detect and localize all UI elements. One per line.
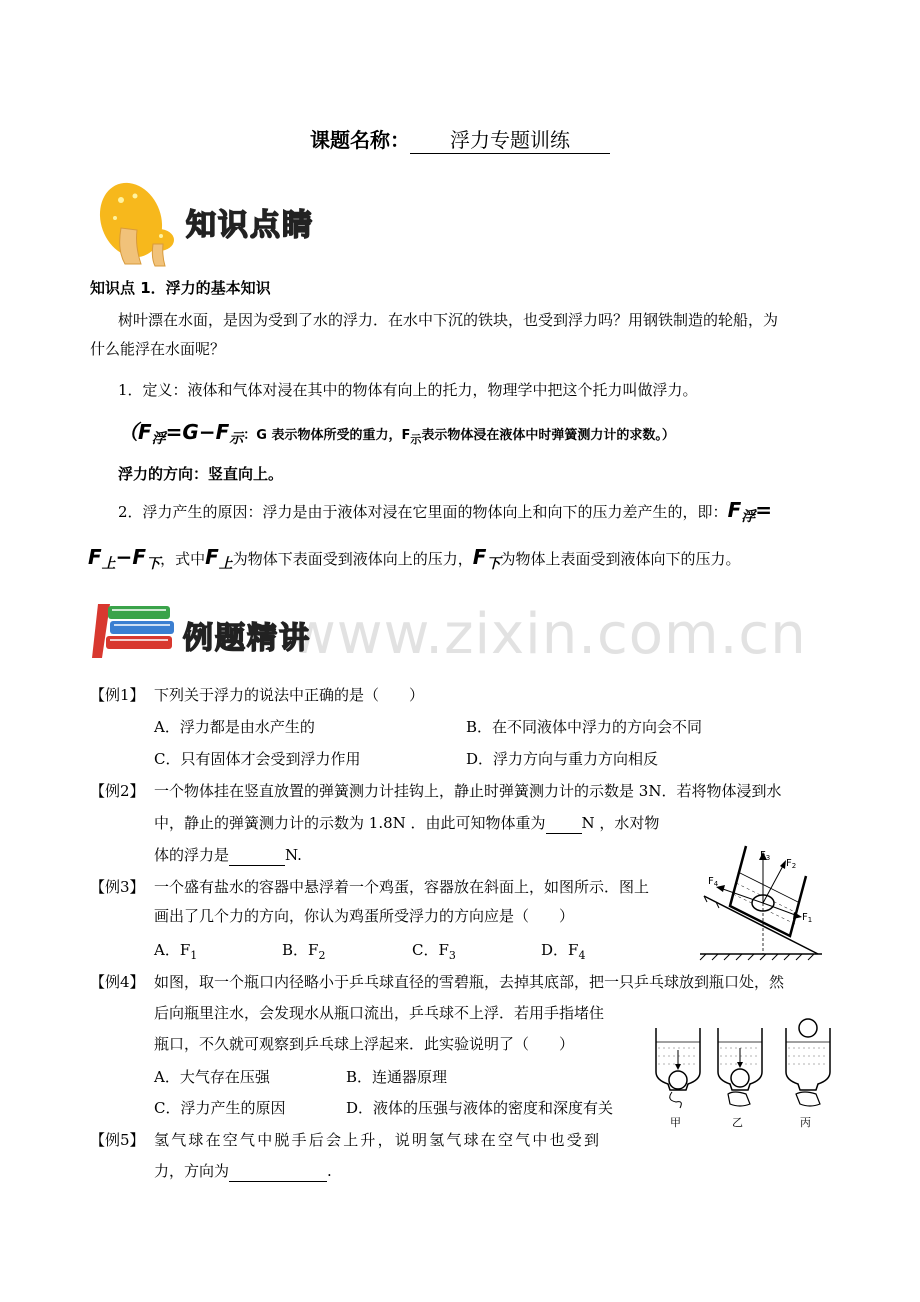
kp1-heading: 知识点 1．浮力的基本知识 [90,279,271,297]
svg-text:F4: $F_4$ [708,876,719,888]
bottle-bing [786,1019,830,1106]
ex4-figure-bottles [650,1014,836,1132]
ex3-line1: 一个盛有盐水的容器中悬浮着一个鸡蛋，容器放在斜面上，如图所示．图上 [154,878,650,896]
ex5-tag: 【例5】 [90,1131,145,1149]
section-banner-examples: 例题精讲 [183,621,311,656]
lesson-title [0,124,920,154]
section-banner-knowledge: 知识点睛 [186,208,314,243]
ex2-tag: 【例2】 [90,782,145,800]
ex1-tag: 【例1】 [90,686,145,704]
watermark: www.zixin.com.cn [290,602,807,667]
ex3-option-d[interactable]: D．$F_4$ [541,941,586,962]
ex2-line3: 体的浮力是 N. [154,846,302,864]
ex4-option-b[interactable]: B．连通器原理 [346,1068,448,1086]
ex4-option-c[interactable]: C．浮力产生的原因 [154,1099,286,1117]
ex5-line1: 氢气球在空气中脱手后会上升，说明氢气球在空气中也受到 [154,1131,602,1149]
ex2-blank-weight[interactable] [546,813,582,834]
kp1-direction: 浮力的方向：竖直向上。 [118,465,284,483]
ex1-option-d[interactable]: D．浮力方向与重力方向相反 [466,750,659,768]
lesson-title-label: 课题名称： [310,128,410,152]
ex1-stem: 下列关于浮力的说法中正确的是（ ） [154,686,425,704]
svg-text:丙: 丙 [800,1116,811,1129]
ex4-option-a[interactable]: A．大气存在压强 [154,1068,270,1086]
ex4-tag: 【例4】 [90,973,145,991]
ex2-blank-buoyancy[interactable] [229,845,285,866]
ex5-blank-direction[interactable] [229,1161,327,1182]
ex3-line2: 画出了几个力的方向，你认为鸡蛋所受浮力的方向应是（ ） [154,907,575,925]
kp1-definition: 1．定义：液体和气体对浸在其中的物体有向上的托力，物理学中把这个托力叫做浮力。 [118,381,698,399]
ex1-option-c[interactable]: C．只有固体才会受到浮力作用 [154,750,361,768]
ex4-option-d[interactable]: D．液体的压强与液体的密度和深度有关 [346,1099,614,1117]
books-icon [88,596,180,664]
ex2-line2: 中，静止的弹簧测力计的示数为 1.8N ．由此可知物体重为 N ，水对物 [154,814,660,832]
svg-text:乙: 乙 [732,1116,743,1129]
ex5-line2: 力，方向为 . [154,1162,332,1180]
kp1-formula: （$F_浮=G-F_示$：G 表示物体所受的重力，$F_示$表示物体浸在液体中时弹簧测力计的求数。） [118,420,675,447]
ex3-option-b[interactable]: B．$F_2$ [282,941,326,962]
svg-text:F1: $F_1$ [802,912,813,924]
mushroom-icon [95,178,185,270]
kp1-intro-line1: 树叶漂在水面，是因为受到了水的浮力．在水中下沉的铁块，也受到浮力吗？用钢铁制造的轮船，为 [118,311,779,329]
ex3-option-c[interactable]: C．$F_3$ [412,941,456,962]
ex4-line2: 后向瓶里注水，会发现水从瓶口流出，乒乓球不上浮．若用手指堵住 [154,1004,605,1022]
svg-text:甲: 甲 [670,1116,681,1129]
ex1-option-b[interactable]: B．在不同液体中浮力的方向会不同 [466,718,703,736]
ex3-tag: 【例3】 [90,878,145,896]
kp1-cause-line1: 2．浮力产生的原因：浮力是由于液体对浸在它里面的物体向上和向下的压力差产生的，即：$F_浮=$ [118,498,772,525]
ex3-option-a[interactable]: A．$F_1$ [154,941,198,962]
ex3-figure-incline [698,836,824,962]
ex4-line3: 瓶口，不久就可观察到乒乓球上浮起来．此实验说明了（ ） [154,1035,575,1053]
ex4-line1: 如图，取一个瓶口内径略小于乒乓球直径的雪碧瓶，去掉其底部，把一只乒乓球放到瓶口处，然 [154,973,785,991]
kp1-cause-line2: $F_上-F_下$，式中$F_上$为物体下表面受到液体向上的压力，$F_下$为物体上表面受到液体向下的压力。 [88,545,741,572]
lesson-topic: 浮力专题训练 [410,124,610,154]
ex1-option-a[interactable]: A．浮力都是由水产生的 [154,718,315,736]
bottle-jia [656,1028,700,1108]
ex2-line1: 一个物体挂在竖直放置的弹簧测力计挂钩上，静止时弹簧测力计的示数是 3N．若将物体浸到水 [154,782,782,800]
svg-text:F3: $F_3$ [760,850,771,862]
svg-text:F2: $F_2$ [786,858,797,870]
kp1-intro-line2: 什么能浮在水面呢？ [90,340,226,358]
bottle-yi [718,1028,762,1106]
